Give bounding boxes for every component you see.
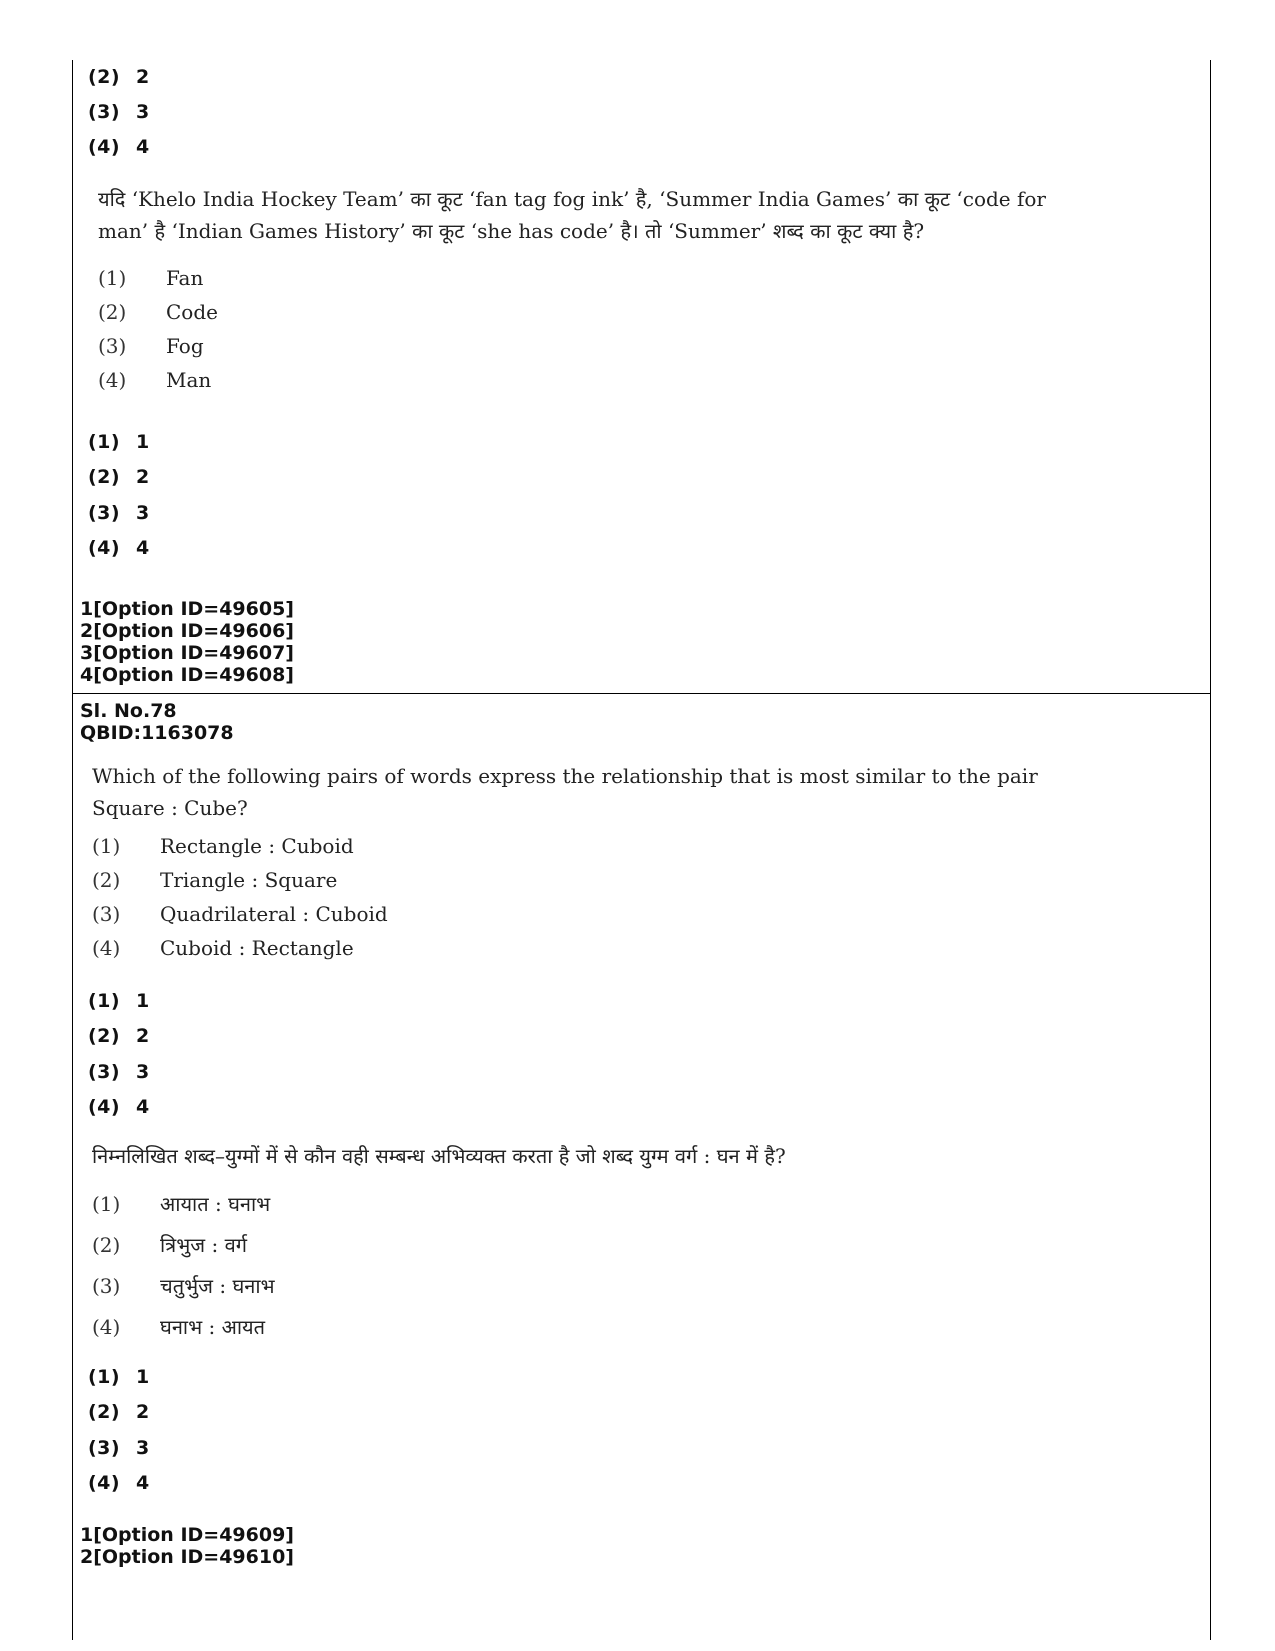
option-row: (4) 4 xyxy=(88,136,150,158)
choice-item: (3) Fog xyxy=(98,334,204,358)
choice-item: (3) Quadrilateral : Cuboid xyxy=(92,902,388,926)
question-header xyxy=(80,700,234,744)
question-text: Which of the following pairs of words express the relationship that is most similar to the pair Square : Cube? xyxy=(92,764,1038,820)
choice-item: (3) चतुर्भुज : घनाभ xyxy=(92,1274,275,1298)
option-row: (2) 2 xyxy=(88,1401,150,1423)
option-row: (3) 3 xyxy=(88,1061,150,1083)
choice-item: (2) Triangle : Square xyxy=(92,868,338,892)
left-border xyxy=(72,60,73,1640)
option-row: (3) 3 xyxy=(88,101,150,123)
option-row: (4) 4 xyxy=(88,1472,150,1494)
serial-number: Sl. No.78 xyxy=(80,700,177,722)
choice-item: (2) त्रिभुज : वर्ग xyxy=(92,1233,247,1257)
choice-item: (1) Rectangle : Cuboid xyxy=(92,834,354,858)
choice-item: (4) Man xyxy=(98,368,212,392)
option-row: (2) 2 xyxy=(88,1025,150,1047)
option-id-list: 1[Option ID=49605] 2[Option ID=49606] 3[Option ID=49607] 4[Option ID=49608] xyxy=(80,598,294,686)
right-border xyxy=(1210,60,1211,1640)
option-id-list: 1[Option ID=49609] 2[Option ID=49610] xyxy=(80,1524,294,1568)
choice-item: (4) घनाभ : आयत xyxy=(92,1315,266,1339)
choice-item: (2) Code xyxy=(98,300,218,324)
option-row: (4) 4 xyxy=(88,537,150,559)
option-row: (1) 1 xyxy=(88,990,150,1012)
option-row: (2) 2 xyxy=(88,66,150,88)
option-row: (3) 3 xyxy=(88,1437,150,1459)
choice-item: (4) Cuboid : Rectangle xyxy=(92,936,354,960)
choice-item: (1) Fan xyxy=(98,266,204,290)
hindi-question-text: निम्नलिखित शब्द–युग्मों में से कौन वही सम्बन्ध अभिव्यक्त करता है जो शब्द युग्म वर्ग : घन में है? xyxy=(92,1144,786,1168)
option-row: (1) 1 xyxy=(88,431,150,453)
choice-item: (1) आयात : घनाभ xyxy=(92,1192,271,1216)
option-row: (1) 1 xyxy=(88,1366,150,1388)
option-row: (2) 2 xyxy=(88,466,150,488)
option-row: (3) 3 xyxy=(88,502,150,524)
question-divider xyxy=(72,693,1210,694)
qbid: QBID:1163078 xyxy=(80,722,234,744)
hindi-question-text: यदि ‘Khelo India Hockey Team’ का कूट ‘fan tag fog ink’ है, ‘Summer India Games’ का कूट ‘code for man’ है ‘Indian Games History’ का कूट ‘she has code’ है। तो ‘Summer’ शब्द का कूट क्या है? xyxy=(98,187,1046,243)
option-row: (4) 4 xyxy=(88,1096,150,1118)
